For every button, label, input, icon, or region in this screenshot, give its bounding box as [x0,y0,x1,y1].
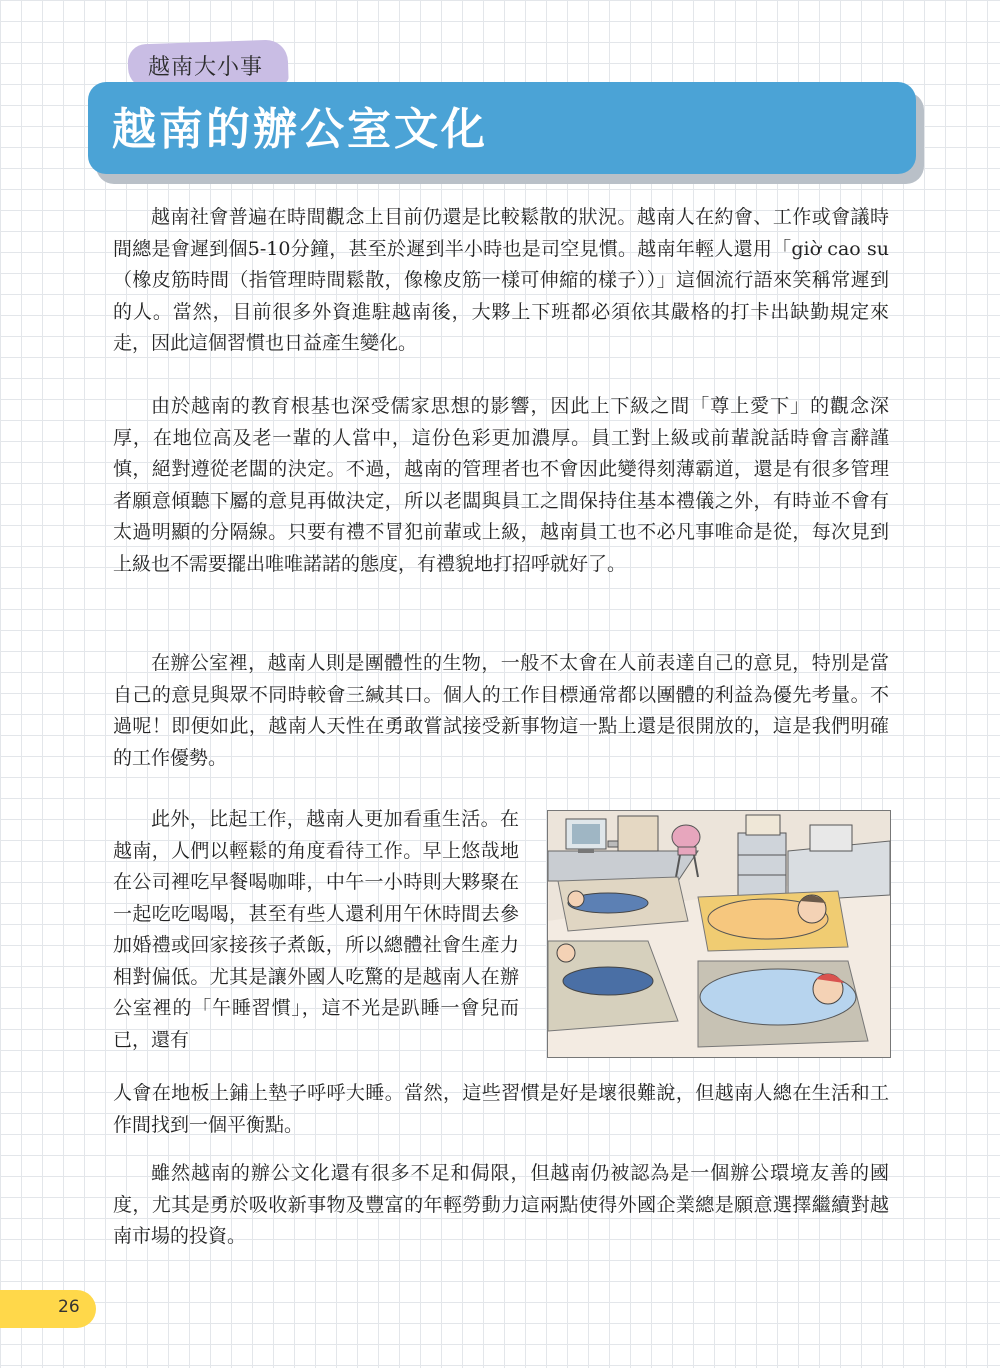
office-nap-illustration [547,810,891,1058]
section-label: 越南大小事 [148,55,264,80]
paragraph-2: 由於越南的教育根基也深受儒家思想的影響，因此上下級之間「尊上愛下」的觀念深厚，在地位高及老一輩的人當中，這份色彩更加濃厚。員工對上級或前輩說話時會言辭謹慎，絕對遵從老闆的決定。不過，越南的管理者也不會因此變得刻薄霸道，還是有很多管理者願意傾聽下屬的意見再做決定，所以老闆與員工之間保持住基本禮儀之外，有時並不會有太過明顯的分隔線。只要有禮不冒犯前輩或上級，越南員工也不必凡事唯命是從，每次見到上級也不需要擺出唯唯諾諾的態度，有禮貌地打招呼就好了。 [113,395,889,575]
paragraph-4-continued: 人會在地板上鋪上墊子呼呼大睡。當然，這些習慣是好是壞很難說，但越南人總在生活和工作間找到一個平衡點。 [113,1082,889,1136]
page-title: 越南的辦公室文化 [112,104,488,155]
paragraph-5: 雖然越南的辦公文化還有很多不足和侷限，但越南仍被認為是一個辦公環境友善的國度，尤其是勇於吸收新事物及豐富的年輕勞動力這兩點使得外國企業總是願意選擇繼續對越南市場的投資。 [113,1162,889,1247]
paragraph-4: 此外，比起工作，越南人更加看重生活。在越南，人們以輕鬆的角度看待工作。早上悠哉地在公司裡吃早餐喝咖啡，中午一小時則大夥聚在一起吃吃喝喝，甚至有些人還利用午休時間去參加婚禮或回家接孩子煮飯，所以總體社會生產力相對偏低。尤其是讓外國人吃驚的是越南人在辦公室裡的「午睡習慣」，這不光是趴睡一會兒而已，還有 [113,808,519,1051]
paragraph-1: 越南社會普遍在時間觀念上目前仍還是比較鬆散的狀況。越南人在約會、工作或會議時間總是會遲到個5-10分鐘，甚至於遲到半小時也是司空見慣。越南年輕人還用「giờ cao su（橡皮筋時間（指管理時間鬆散，像橡皮筋一樣可伸縮的樣子））」這個流行語來笑稱常遲到的人。當然，目前很多外資進駐越南後，大夥上下班都必須依其嚴格的打卡出缺勤規定來走，因此這個習慣也日益產生變化。 [113,206,889,354]
page-number-tab [0,1290,96,1328]
page-number: 26 [58,1297,80,1317]
paragraph-3: 在辦公室裡，越南人則是團體性的生物，一般不太會在人前表達自己的意見，特別是當自己的意見與眾不同時較會三緘其口。個人的工作目標通常都以團體的利益為優先考量。不過呢！即便如此，越南人天性在勇敢嘗試接受新事物這一點上還是很開放的，這是我們明確的工作優勢。 [113,652,889,769]
